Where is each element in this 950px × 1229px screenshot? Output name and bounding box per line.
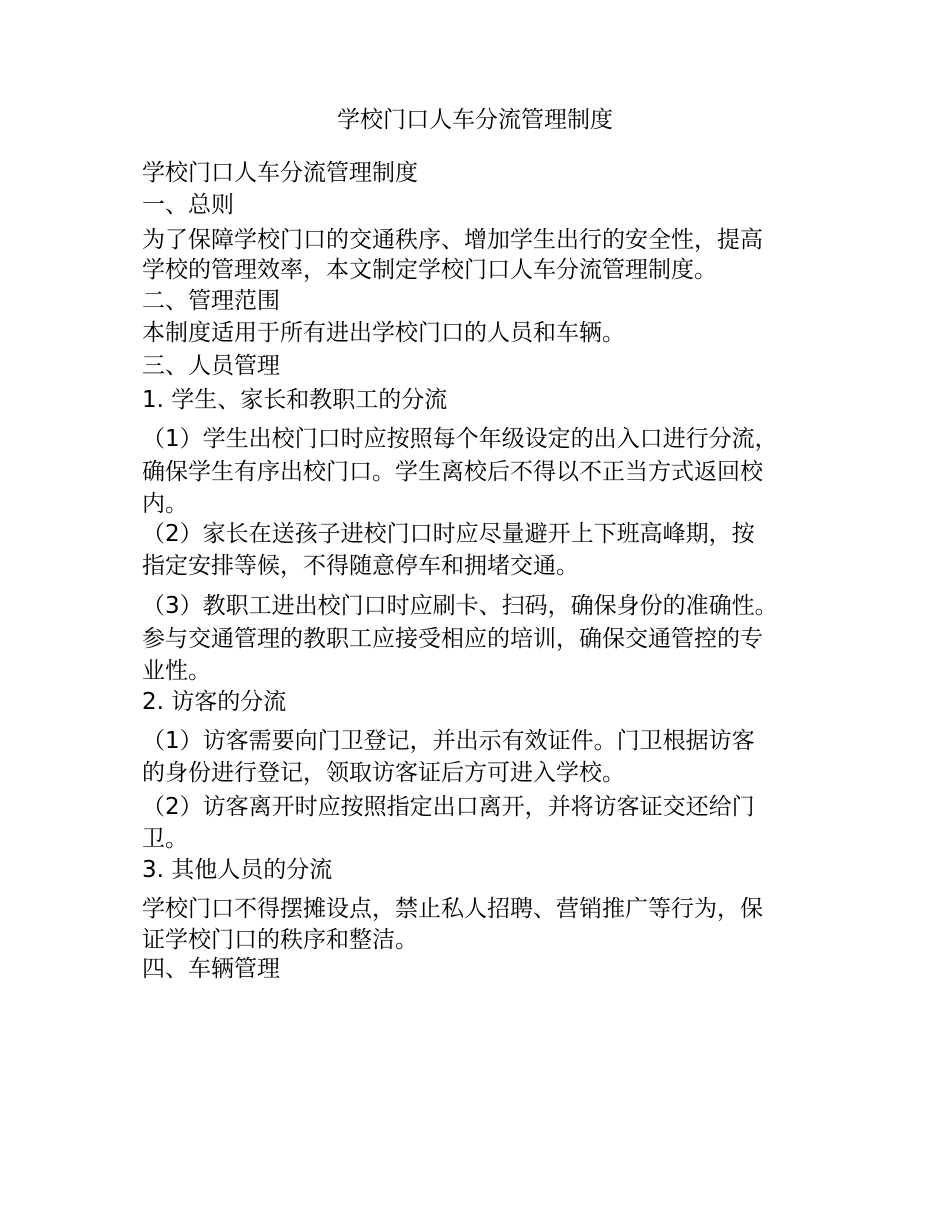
paragraph-line: 指定安排等候，不得随意停车和拥堵交通。 [142,553,579,579]
paragraph-line: 学校的管理效率，本文制定学校门口人车分流管理制度。 [142,257,717,283]
paragraph-line: 参与交通管理的教职工应接受相应的培训，确保交通管控的专 [142,626,763,652]
subsection-heading: 2. 访客的分流 [142,689,287,715]
paragraph-line: 业性。 [142,658,211,684]
paragraph-line: 学校门口不得摆摊设点，禁止私人招聘、营销推广等行为，保 [142,896,763,922]
paragraph-line: （2）家长在送孩子进校门口时应尽量避开上下班高峰期，按 [142,521,755,547]
paragraph-line: 确保学生有序出校门口。学生离校后不得以不正当方式返回校 [142,459,763,485]
paragraph-line: （1）访客需要向门卫登记，并出示有效证件。门卫根据访客 [142,728,755,754]
paragraph-line: （2）访客离开时应按照指定出口离开，并将访客证交还给门 [142,794,755,820]
paragraph-line: 为了保障学校门口的交通秩序、增加学生出行的安全性，提高 [142,227,763,253]
paragraph-line: （3）教职工进出校门口时应刷卡、扫码，确保身份的准确性。 [142,593,778,619]
paragraph-line: （1）学生出校门口时应按照每个年级设定的出入口进行分流， [142,426,778,452]
paragraph-line: 的身份进行登记，领取访客证后方可进入学校。 [142,760,625,786]
doc-heading: 学校门口人车分流管理制度 [142,160,418,186]
subsection-heading: 3. 其他人员的分流 [142,857,333,883]
section-heading-scope: 二、管理范围 [142,288,280,314]
paragraph-line: 证学校门口的秩序和整洁。 [142,927,418,953]
section-heading-personnel: 三、人员管理 [142,353,280,379]
paragraph-line: 卫。 [142,826,188,852]
section-heading-vehicles: 四、车辆管理 [142,956,280,982]
section-heading-general: 一、总则 [142,192,234,218]
document-title: 学校门口人车分流管理制度 [337,107,613,133]
paragraph-line: 本制度适用于所有进出学校门口的人员和车辆。 [142,320,625,346]
paragraph-line: 内。 [142,491,188,517]
subsection-heading: 1. 学生、家长和教职工的分流 [142,387,448,413]
